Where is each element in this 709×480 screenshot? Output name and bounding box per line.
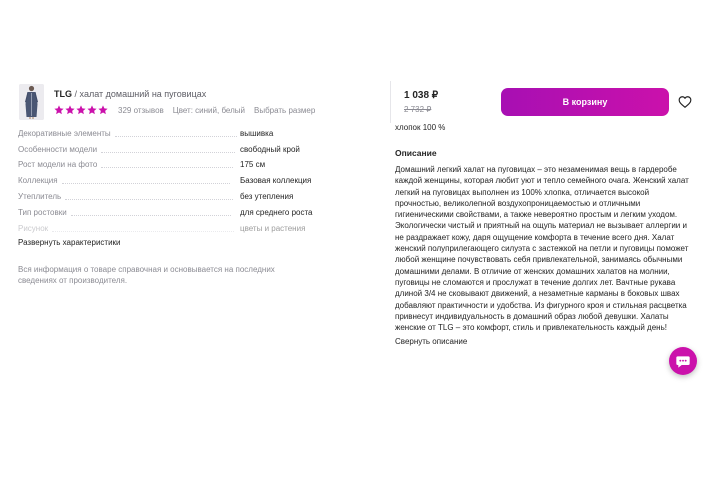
spec-value: цветы и растения xyxy=(240,223,306,233)
product-thumbnail[interactable] xyxy=(19,84,44,120)
spec-leader xyxy=(62,183,230,184)
select-size-link[interactable]: Выбрать размер xyxy=(254,105,316,115)
star-icon xyxy=(54,105,64,115)
spec-row xyxy=(18,170,313,186)
collapse-description-link[interactable]: Свернуть описание xyxy=(395,337,468,346)
expand-characteristics-link[interactable]: Развернуть характеристики xyxy=(18,238,121,247)
brand-name[interactable]: TLG xyxy=(54,89,72,99)
product-meta xyxy=(54,105,315,115)
star-icon xyxy=(65,105,75,115)
product-title[interactable] xyxy=(54,89,206,99)
spec-key: Особенности модели xyxy=(18,144,98,154)
star-icon xyxy=(76,105,86,115)
add-to-cart-button[interactable]: В корзину xyxy=(501,88,669,116)
spec-value: Базовая коллекция xyxy=(240,176,312,186)
spec-leader xyxy=(101,152,235,153)
spec-leader xyxy=(52,231,234,232)
spec-row xyxy=(18,218,313,234)
spec-row xyxy=(18,123,313,139)
header-divider xyxy=(390,81,391,123)
sticky-product-header xyxy=(0,81,709,123)
spec-value: для среднего роста xyxy=(240,207,313,217)
spec-value: 175 см xyxy=(240,160,266,170)
chat-button[interactable] xyxy=(669,347,697,375)
old-price: 2 732 ₽ xyxy=(404,105,432,114)
spec-leader xyxy=(115,136,237,137)
color-info: Цвет: синий, белый xyxy=(172,105,245,115)
chat-icon xyxy=(675,353,691,369)
spec-key: Рост модели на фото xyxy=(18,160,98,170)
heart-icon xyxy=(678,95,692,109)
spec-key: Тип ростовки xyxy=(18,207,67,217)
title-separator: / xyxy=(74,89,78,99)
spec-value: свободный крой xyxy=(240,144,300,154)
spec-key: Утеплитель xyxy=(18,191,62,201)
spec-row xyxy=(18,202,313,218)
reviews-link[interactable]: 329 отзывов xyxy=(118,105,164,115)
spec-value: без утепления xyxy=(240,191,294,201)
robe-image xyxy=(19,84,44,120)
spec-key: Декоративные элементы xyxy=(18,128,111,138)
spec-key: Рисунок xyxy=(18,223,49,233)
spec-key: Коллекция xyxy=(18,176,58,186)
characteristics-list xyxy=(18,123,313,234)
spec-leader xyxy=(65,199,233,200)
info-disclaimer: Вся информация о товаре справочная и основывается на последних сведениях от производителя. xyxy=(18,265,275,285)
spec-value: вышивка xyxy=(240,128,274,138)
product-name: халат домашний на пуговицах xyxy=(79,89,207,99)
description-text: Домашний легкий халат на пуговицах – это незаменимая вещь в гардеробе каждой женщины, которая любит уют и тепло семейного очага. Женский халат легкий на пуговицах выполнен из 100% хлопка, отличается высокой прочностью, великолепной воздухопроницаемостью и отличными гигиеническими свойствами, а также невероятно простым и легким уходом. Экологически чистый и приятный на ощупь материал не вызывает аллергии и не раздражает кожу, даря ощущение комфорта в течение всего дня. Халат женский полуприлегающего силуэта с застежкой на петли и пуговицы поможет любой женщине почувствовать себя привлекательной, занимаясь обычными домашними делами. В отличие от женских домашних халатов на молнии, пуговицы не сломаются и прослужат в течение долгих лет. Вачтные рукава длиной 3/4 не сковывают движений, а незаметные карманы в боковых швах добавляют практичности и удобства. Из фигурного кроя и стильная расцветка привнесут индивидуальность в домашний образ любой девушки. Халаты женские от TLG – это комфорт, стиль и привлекательность каждый день! xyxy=(395,165,689,333)
rating-stars xyxy=(54,105,108,115)
spec-row xyxy=(18,186,313,202)
spec-row xyxy=(18,155,313,171)
composition-value: хлопок 100 % xyxy=(395,123,446,132)
favorite-button[interactable] xyxy=(678,95,692,109)
spec-leader xyxy=(71,215,231,216)
star-icon xyxy=(87,105,97,115)
description-title: Описание xyxy=(395,148,437,158)
spec-leader xyxy=(101,167,233,168)
spec-row xyxy=(18,139,313,155)
current-price: 1 038 ₽ xyxy=(404,90,439,101)
star-icon xyxy=(98,105,108,115)
